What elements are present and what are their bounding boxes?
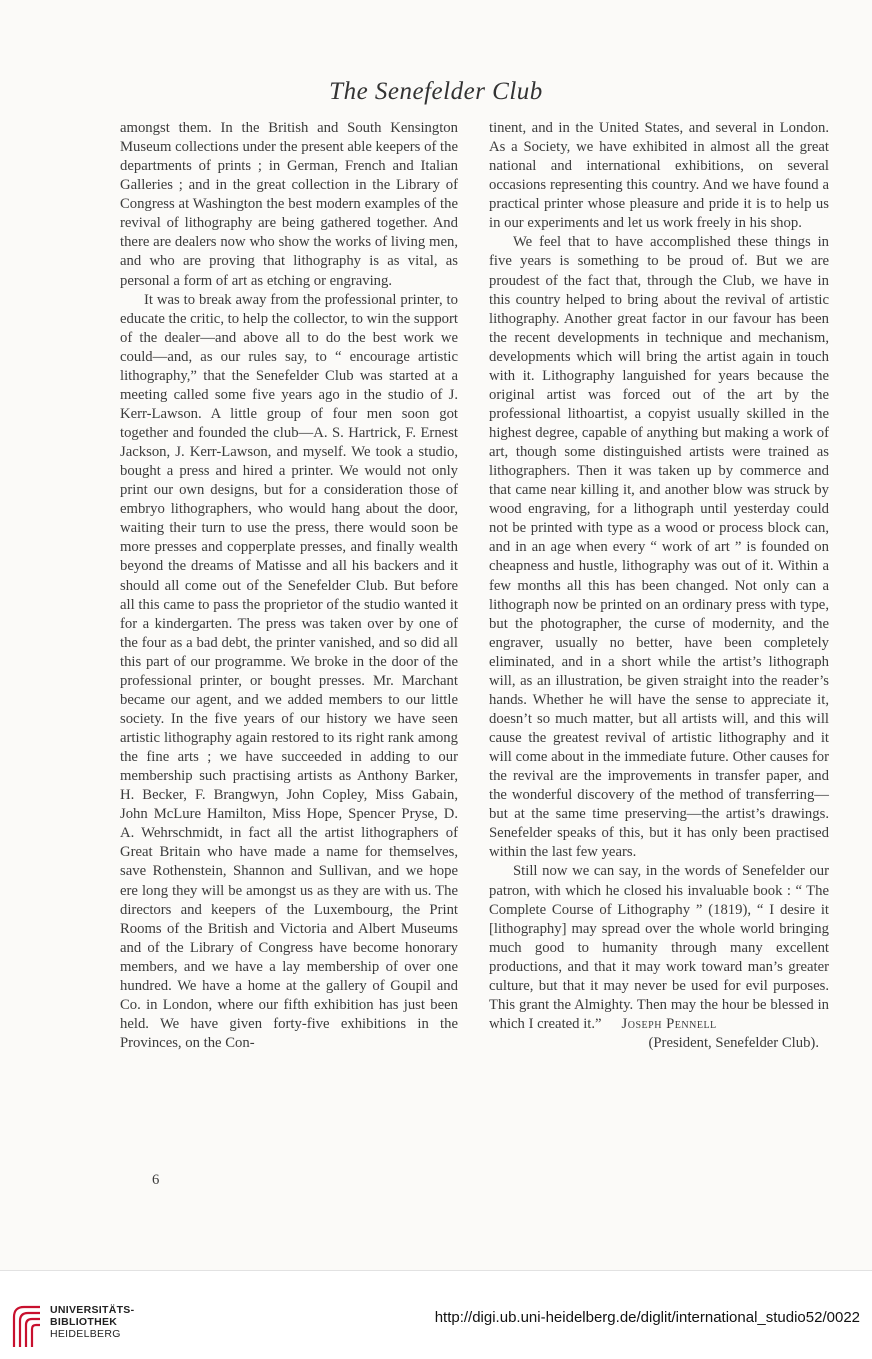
paragraph: It was to break away from the professional printer, to educate the critic, to help the collector, to win the support of the dealer—and above all to do the best work we could—and, as our rules say, to “ encourage artistic lithography,” that the Senefelder Club was started at a meeting called some five years ago in the studio of J. Kerr-Lawson. A little group of four men soon got together and founded the club—A. S. Hartrick, F. Ernest Jackson, J. Kerr-Lawson, and myself. We took a studio, bought a press and hired a printer. We would not only print our own designs, but for a consideration those of embryo lithographers, who would hang about the door, waiting their turn to use the press, there would soon be more presses and copperplate presses, and finally wealth beyond the dreams of Matisse and all his backers and it should all come out of the Senefelder Club. But before all this came to pass the proprietor of the studio wanted it for a kindergarten. The press was taken over by one of the four as a bad debt, the printer vanished, and so did all this part of our programme. We broke in the door of the professional printer, or bought presses. Mr. Marchant became our agent, and we added members to our little society. In the five years of our history we have seen artistic lithography again restored to its right rank among the fine arts ; we have succeeded in adding to our membership such practising artists as Anthony Barker, H. Becker, F. Brangwyn, John Copley, Miss Gabain, John McLure Hamilton, Miss Hope, Spencer Pryse, D. A. Wehrschmidt, in fact all the artist lithographers of Great Britain who have made a name for themselves, save Rothenstein, Shannon and Sullivan, and we hope ere long they will be amongst us as they are with us. The directors and keepers of the Luxembourg, the Print Rooms of the British and Victoria and Albert Museums and of the Library of Congress have become honorary members, and we have a lay membership of over one hundred. We have a home at the gallery of Goupil and Co. in London, where our fifth exhibition has just been held. We have given forty-five exhibitions in the Provinces, on the Con- [120,291,458,1051]
library-name[interactable] [50,1304,134,1340]
paragraph-text: Still now we can say, in the words of Senefelder our patron, with which he closed his invaluable book : “ The Complete Course of Lithography ” (1819), “ I desire it [lithography] may spread over the whole world bringing much good to humanity through many excellent productions, and that it may work toward man’s greater culture, but that it may never be used for evil purposes. This grant the Almighty. Then may the hour be blessed in which I created it.” [489,863,829,1032]
running-title: The Senefelder Club [329,78,543,105]
left-column [120,119,458,1053]
library-name-line: HEIDELBERG [50,1328,121,1340]
library-logo-icon[interactable] [10,1303,48,1349]
paragraph: tinent, and in the United States, and several in London. As a Society, we have exhibited in almost all the great national and international exhibitions, on several occasions representing this country. And we have found a practical printer whose pleasure and pride it is to help us in our experiments and let us work freely in his shop. [489,120,829,232]
footer-bar [0,1270,872,1359]
paragraph [489,862,829,1034]
right-column [489,119,829,1053]
library-name-line: BIBLIOTHEK [50,1316,118,1328]
source-url-link[interactable]: http://digi.ub.uni-heidelberg.de/diglit/international_studio52/0022 [434,1309,860,1326]
paragraph: amongst them. In the British and South Kensington Museum collections under the present able keepers of the departments of prints ; in German, French and Italian Galleries ; and in the great collection in the Library of Congress at Washington the best modern examples of the revival of lithography are being gathered together. And there are dealers now who show the works of living men, and who are proving that lithography is as vital, as personal a form of art as etching or engraving. [120,120,458,289]
signature-block [489,1034,829,1053]
page-number: 6 [152,1172,160,1188]
paragraph: We feel that to have accomplished these things in five years is something to be proud of. But we are proudest of the fact that, through the Club, we have in this country helped to bring about the revival of artistic lithography. Another great factor in our favour has been the recent developments in technique and mechanism, developments which will bring the artist again in touch with it. Lithography languished for years because the original artist was forced out of the art by the professional lithoartist, a copyist usually skilled in the highest degree, capable of anything but making a work of art, though some distinguished artists were trained as lithographers. Then it was taken up by commerce and that came near killing it, and another blow was struck by wood engraving, for a lithograph until yesterday could not be printed with type as a wood or process block can, and in an age when every “ work of art ” is founded on cheapness and hustle, lithography was out of it. Within a few months all this has been changed. Not only can a lithograph now be printed on an ordinary press with type, but the photographer, the curse of modernity, and the engraver, usually no better, have been completely eliminated, and in a short while the artist’s lithograph will, as an illustration, be given straight into the reader’s hands. Whether he will have the sense to appreciate it, doesn’t so much matter, but all artists will, and this will cause the greatest revival of artistic lithography and it will come about in the immediate future. Other causes for the revival are the improvements in transfer paper, and the wonderful discovery of the method of transferring—but at the same time preserving—the artist’s drawings. Senefelder speaks of this, but it has only been practised within the last few years. [489,234,829,861]
signature-name: Joseph Pennell [621,1015,717,1032]
library-name-line: UNIVERSITÄTS- [50,1304,135,1316]
signature-title: (President, Senefelder Club). [648,1035,819,1051]
